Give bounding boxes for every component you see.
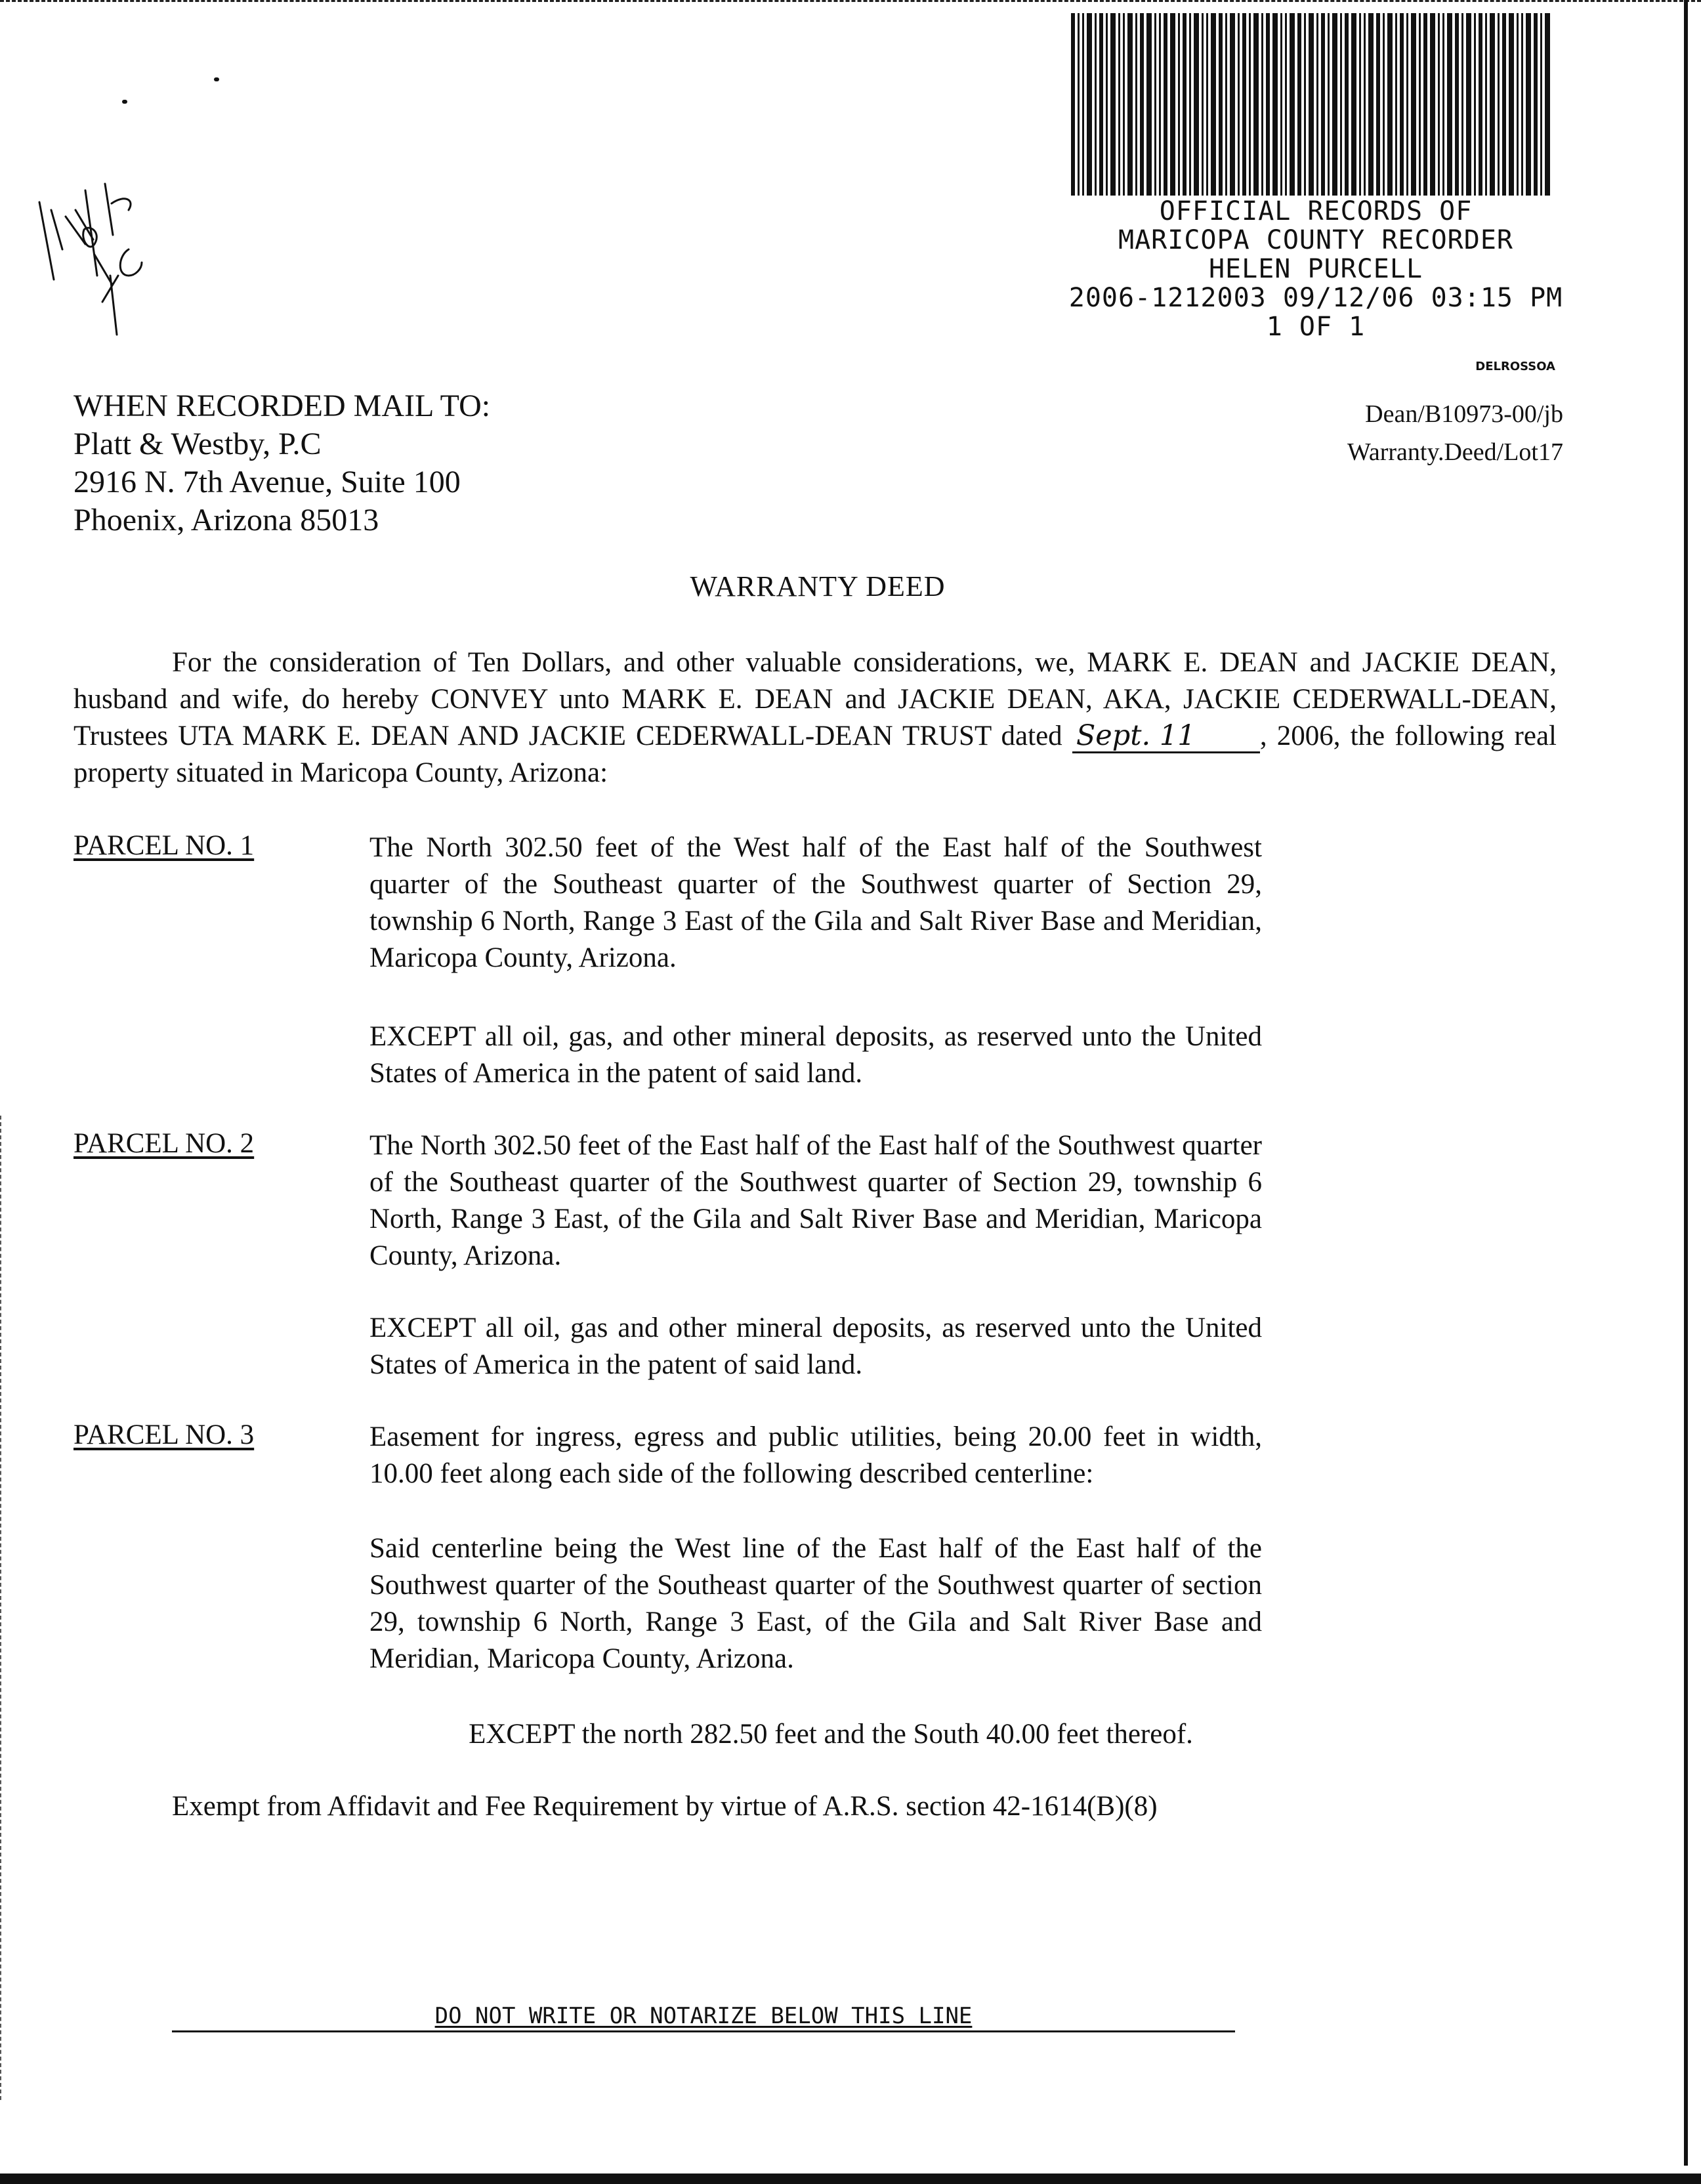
scan-left-edge [0, 1116, 5, 2100]
conveyance-text-end: , 2006, the following real property situated in Maricopa County, Arizona: [74, 721, 1557, 788]
recording-barcode [1071, 13, 1550, 196]
recording-number: 2006-1212003 09/12/06 03:15 PM [1068, 283, 1563, 313]
recorder-stamp-line: OFFICIAL RECORDS OF [1159, 196, 1473, 226]
exemption-statement: Exempt from Affidavit and Fee Requirement by virtue of A.R.S. section 42-1614(B)(8) [172, 1791, 1158, 1822]
parcel-1-label: PARCEL NO. 1 [74, 830, 255, 861]
parcel-1-exception: EXCEPT all oil, gas, and other mineral deposits, as reserved unto the United States of America in the patent of said land. [369, 1021, 1262, 1089]
mail-to-line: Phoenix, Arizona 85013 [74, 503, 379, 537]
parcel-3-easement: Easement for ingress, egress and public utilities, being 20.00 feet in width, 10.00 feet along each side of the following described centerline: [369, 1421, 1262, 1489]
recorder-stamp [1063, 197, 1568, 341]
file-reference-line: Warranty.Deed/Lot17 [1347, 438, 1563, 466]
recorder-stamp-line: HELEN PURCELL [1208, 254, 1423, 284]
stray-mark [214, 77, 219, 81]
mail-to-block [74, 387, 490, 539]
parcel-3-label: PARCEL NO. 3 [74, 1419, 255, 1450]
page-count: 1 OF 1 [1266, 312, 1366, 342]
file-reference [1347, 395, 1563, 471]
scan-top-edge [0, 0, 1701, 4]
mail-to-line: 2916 N. 7th Avenue, Suite 100 [74, 465, 461, 499]
parcel-2-label: PARCEL NO. 2 [74, 1128, 255, 1159]
scan-bottom-edge [0, 2174, 1701, 2184]
mail-to-line: Platt & Westby, P.C [74, 427, 322, 461]
do-not-notarize-text: DO NOT WRITE OR NOTARIZE BELOW THIS LINE [434, 2003, 973, 2029]
file-reference-line: Dean/B10973-00/jb [1365, 400, 1563, 428]
parcel-2-description: The North 302.50 feet of the East half of the East half of the Southwest quarter of the Southeast quarter of the Southwest quarter of Section 29, township 6 North, Range 3 East, of the Gila and Salt River Base and Meridian, Maricopa County, Arizona. [369, 1130, 1262, 1271]
parcel-3-exception: EXCEPT the north 282.50 feet and the South 40.00 feet thereof. [469, 1719, 1193, 1750]
handwritten-initials [13, 79, 197, 354]
do-not-notarize-line [172, 2003, 1235, 2032]
mail-to-heading: WHEN RECORDED MAIL TO: [74, 388, 491, 423]
recorder-stamp-line: MARICOPA COUNTY RECORDER [1118, 225, 1513, 255]
stray-mark [122, 100, 127, 104]
document-title: WARRANTY DEED [690, 570, 946, 602]
parcel-2-exception: EXCEPT all oil, gas and other mineral deposits, as reserved unto the United States of America in the patent of said land. [369, 1312, 1262, 1380]
parcel-1-description: The North 302.50 feet of the West half of the East half of the Southwest quarter of the Southeast quarter of the Southwest quarter of Section 29, township 6 North, Range 3 East of the Gila and Salt River Base and Meridian, Maricopa County, Arizona. [369, 832, 1262, 973]
parcel-3-centerline: Said centerline being the West line of the East half of the East half of the Southwest quarter of the Southeast quarter of the Southwest quarter of section 29, township 6 North, Range 3 East, of the Gila and Salt River Base and Meridian, Maricopa County, Arizona. [369, 1533, 1262, 1674]
conveyance-text: For the consideration of Ten Dollars, and other valuable considerations, we, MARK E. DEAN and JACKIE DEAN, husband and wife, do hereby CONVEY unto MARK E. DEAN and JACKIE DEAN, AKA, JACKIE CEDERWALL-DEAN, Trustees UTA MARK E. DEAN AND JACKIE CEDERWALL-DEAN TRUST dated [74, 647, 1557, 751]
handwritten-date: Sept. 11 [1072, 720, 1260, 753]
conveyance-paragraph [74, 644, 1557, 791]
scan-right-edge [1684, 0, 1688, 2166]
clerk-id: DELROSSOA [1475, 360, 1555, 373]
